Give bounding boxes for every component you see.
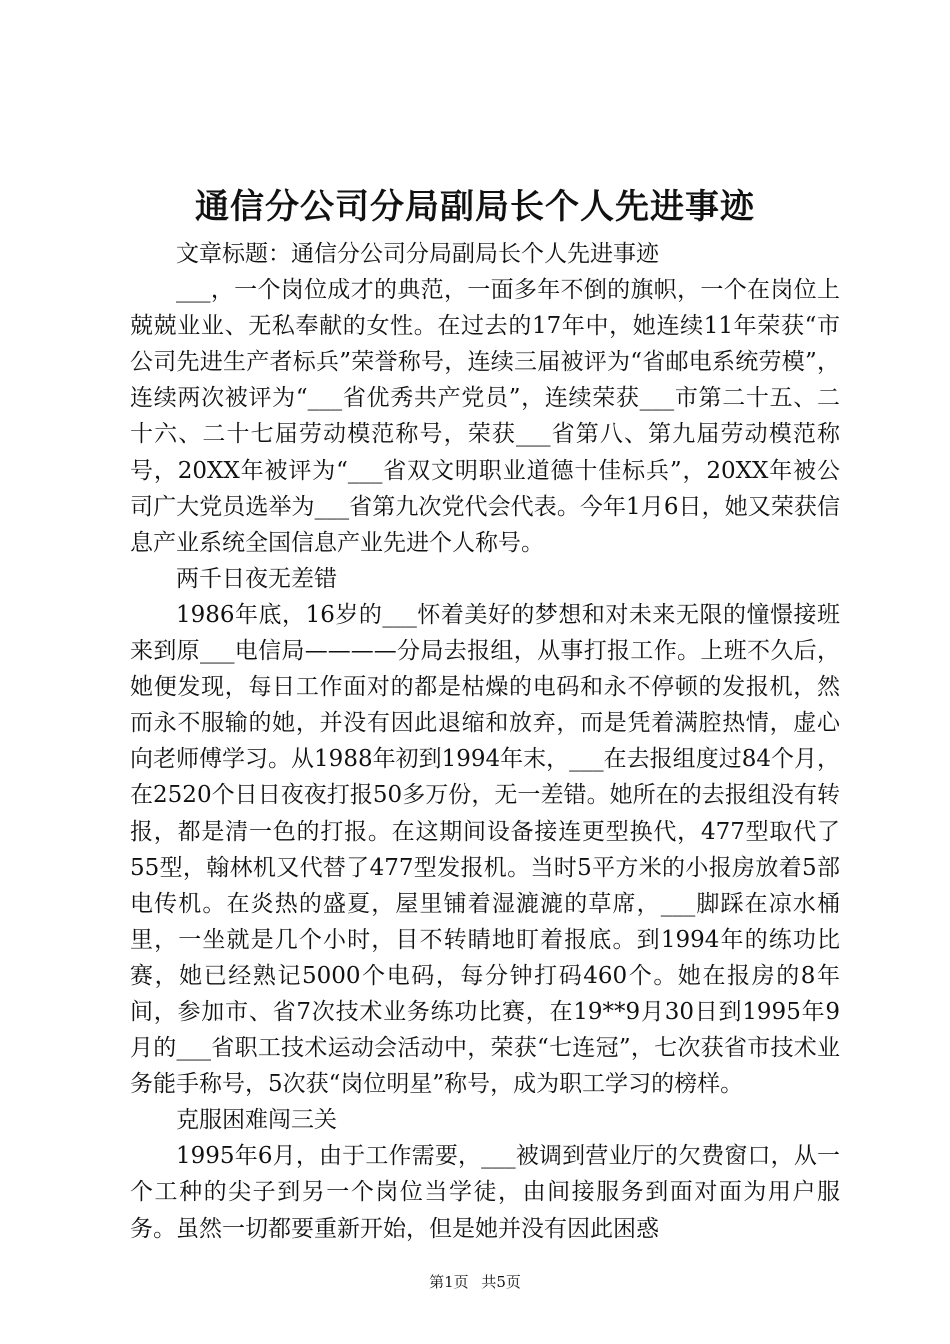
intro-paragraph: ___，一个岗位成才的典范，一面多年不倒的旗帜，一个在岗位上兢兢业业、无私奉献的女性。在过去的17年中，她连续11年荣获“市公司先进生产者标兵”荣誉称号，连续三届被评为“省邮电系统劳模”，连续两次被评为“___省优秀共产党员”，连续荣获___市第二十五、二十六、二十七届劳动模范称号，荣获___省第八、第九届劳动模范称号，20XX年被评为“___省双文明职业道德十佳标兵”，20XX年被公司广大党员选举为___省第九次党代会代表。今年1月6日，她又荣获信息产业系统全国信息产业先进个人称号。 <box>130 277 840 556</box>
article-title-line: 文章标题：通信分公司分局副局长个人先进事迹 <box>176 241 659 267</box>
page-footer <box>0 1272 950 1292</box>
page-number: 第1页 <box>429 1273 469 1291</box>
section-1-paragraph: 1986年底，16岁的___怀着美好的梦想和对未来无限的憧憬接班来到原___电信局————分局去报组，从事打报工作。上班不久后，她便发现，每日工作面对的都是枯燥的电码和永不停顿的发报机，然而永不服输的她，并没有因此退缩和放弃，而是凭着满腔热情，虚心向老师傅学习。从1988年初到1994年末，___在去报组度过84个月，在2520个日日夜夜打报50多万份，无一差错。她所在的去报组没有转报，都是清一色的打报。在这期间设备接连更型换代，477型取代了55型，翰林机又代替了477型发报机。当时5平方米的小报房放着5部电传机。在炎热的盛夏，屋里铺着湿漉漉的草席，___脚踩在凉水桶里，一坐就是几个小时，目不转睛地盯着报底。到1994年的练功比赛，她已经熟记5000个电码，每分钟打码460个。她在报房的8年间，参加市、省7次技术业务练功比赛，在19**9月30日到1995年9月的___省职工技术运动会活动中，荣获“七连冠”，七次获省市技术业务能手称号，5次获“岗位明星”称号，成为职工学习的榜样。 <box>130 601 840 1098</box>
document-body <box>130 236 840 1247</box>
document-title: 通信分公司分局副局长个人先进事迹 <box>195 187 755 227</box>
section-2-paragraph: 1995年6月，由于工作需要，___被调到营业厅的欠费窗口，从一个工种的尖子到另一个岗位当学徒，由间接服务到面对面为用户服务。虽然一切都要重新开始，但是她并没有因此困惑 <box>130 1143 840 1242</box>
section-heading-1: 两千日夜无差错 <box>176 565 337 592</box>
page-total: 共5页 <box>481 1273 521 1291</box>
section-heading-2: 克服困难闯三关 <box>176 1107 337 1134</box>
